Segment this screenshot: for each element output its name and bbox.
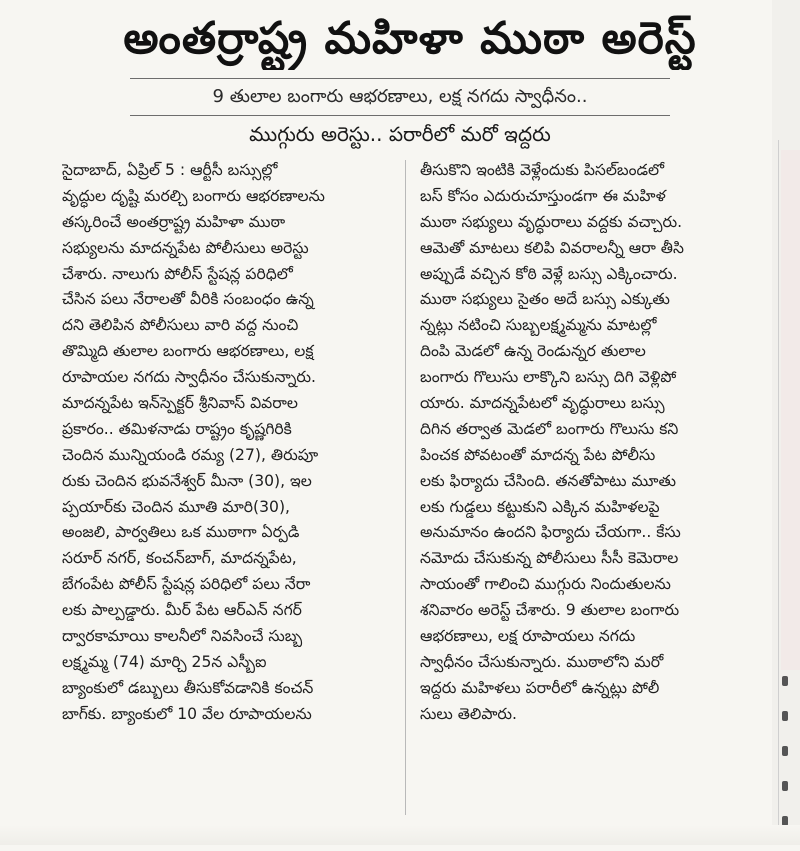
body-line: ముఠా సభ్యులు వృద్ధురాలు వద్దకు వచ్చారు. [420,212,683,231]
body-line: లకు ఫిర్యాదు చేసింది. తనతోపాటు మూతు [420,471,676,490]
body-line: దని తెలిపిన పోలీసులు వారి వద్ద నుంచి [62,316,299,335]
body-line: రుకు చెందిన భువనేశ్వర్ మీనా (30), ఇల [62,471,312,490]
body-line: తొమ్మిది తులాల బంగారు ఆభరణాలు, లక్ష [62,342,314,361]
page-bottom-edge [0,825,800,845]
body-line: బ్యాంకులో డబ్బులు తీసుకోవడానికి కంచన్ [62,678,314,697]
adjacent-column-rule [778,140,779,845]
column-divider [405,160,406,815]
body-line: ప్పయార్‌కు చెందిన మూతి మారి(30), [62,497,290,516]
adjacent-article-edge [772,0,800,845]
body-line: అంజలి, పార్వతిలు ఒక ముఠాగా ఏర్పడి [62,523,300,542]
body-line: తీసుకొని ఇంటికి వెళ్లేందుకు పిసల్‌బండలో [420,161,665,179]
body-line: స్వాధీనం చేసుకున్నారు. ముఠాలోని మరో [420,652,664,671]
body-line: న్నట్లు నటించి సుబ్బలక్ష్మమ్మను మాటల్లో [420,316,657,335]
body-line: పించక పోవటంతో మాదన్న పేట పోలీసు [420,445,656,464]
body-line: చెందిన మున్నియండి రమ్య (27), తిరుపూ [62,445,319,464]
body-line: ముఠా సభ్యులు సైతం అదే బస్సు ఎక్కుతు [420,290,670,309]
body-line: లకు పాల్పడ్డారు. మీర్ పేట ఆర్‌ఎన్ నగర్ [62,601,302,620]
headline-rule [130,78,670,79]
body-line: లకు గుడ్డలు కట్టుకుని ఎక్కిన మహిళలపై [420,497,660,516]
body-line: మాదన్నపేట ఇన్‌స్పెక్టర్ శ్రీనివాస్ వివరాల [62,394,298,413]
body-line: బస్ కోసం ఎదురుచూస్తుండగా ఈ మహిళ [420,186,666,205]
body-line: దింపి మెడలో ఉన్న రెండున్నర తులాల [420,342,646,361]
article-body-text [62,158,397,728]
text-fragment [782,676,788,686]
adjacent-article-shade [781,150,800,670]
body-line: ఆభరణాలు, లక్ష రూపాయలు నగదు [420,627,636,646]
article-column-right [420,158,750,823]
body-line: దిగిన తర్వాత మెడలో బంగారు గొలుసు కని [420,419,679,438]
body-line: అప్పుడే వచ్చిన కోఠి వెళ్లే బస్సు ఎక్కించారు. [420,264,678,283]
body-line: బేగంపేట పోలీస్ స్టేషన్ల పరిధిలో పలు నేరా [62,575,311,594]
article-body-text [420,158,750,728]
body-line: బంగారు గొలుసు లాక్కొని బస్సు దిగి వెళ్లిపో [420,368,677,387]
body-line: సులు తెలిపారు. [420,704,517,723]
text-fragment [782,711,788,721]
body-line: ఆమెతో మాటలు కలిపి వివరాలన్నీ ఆరా తీసి [420,238,684,257]
body-line: శనివారం అరెస్ట్ చేశారు. 9 తులాల బంగారు [420,601,680,620]
article-subheading-primary: 9 తులాల బంగారు ఆభరణాలు, లక్ష నగదు స్వాధీనం.. [212,86,588,107]
article-column-left [62,158,397,823]
body-line: తస్కరించే అంతర్రాష్ట్ర మహిళా ముఠా [62,212,286,231]
article-subheading-secondary: ముగ్గురు అరెస్టు.. పరారీలో మరో ఇద్దరు [249,122,551,146]
body-line: వృద్ధుల దృష్టి మరల్చి బంగారు ఆభరణాలను [62,186,325,205]
body-line: సాయంతో గాలించి ముగ్గురు నిందుతులను [420,575,671,594]
body-line: చేసిన పలు నేరాలతో వీరికి సంబంధం ఉన్న [62,290,314,309]
text-fragment [782,781,788,791]
body-line: సరూర్ నగర్, కంచన్‌బాగ్, మాదన్నపేట, [62,549,297,568]
body-line: ద్వారకామాయి కాలనీలో నివసించే సుబ్బ [62,627,303,646]
body-line: చేశారు. నాలుగు పోలీస్ స్టేషన్ల పరిధిలో [62,264,293,283]
body-line: లక్ష్మమ్మ (74) మార్చి 25న ఎస్బీఐ [62,652,267,671]
body-line: ప్రకారం.. తమిళనాడు రాష్ట్రం కృష్ణగిరికి [62,419,292,438]
body-line: నమోదు చేసుకున్న పోలీసులు సీసీ కెమెరాల [420,549,679,568]
body-line: సైదాబాద్, ఏప్రిల్ 5 : ఆర్టీసీ బస్సుల్లో [62,161,278,179]
body-line: అనుమానం ఉందని ఫిర్యాదు చేయగా.. కేసు [420,523,681,542]
body-line: యారు. మాదన్నపేటలో వృద్ధురాలు బస్సు [420,394,665,413]
subheading-rule [130,115,670,116]
body-line: రూపాయల నగదు స్వాధీనం చేసుకున్నారు. [62,368,316,387]
text-fragment [782,746,788,756]
article-headline: అంతర్రాష్ట్ర మహిళా ముఠా అరెస్ట్ [123,13,697,64]
body-line: సభ్యులను మాదన్నపేట పోలీసులు అరెస్టు [62,238,309,257]
body-line: ఇద్దరు మహిళలు పరారీలో ఉన్నట్లు పోలీ [420,678,660,697]
body-line: బాగ్‌కు. బ్యాంకులో 10 వేల రూపాయలను [62,704,312,723]
